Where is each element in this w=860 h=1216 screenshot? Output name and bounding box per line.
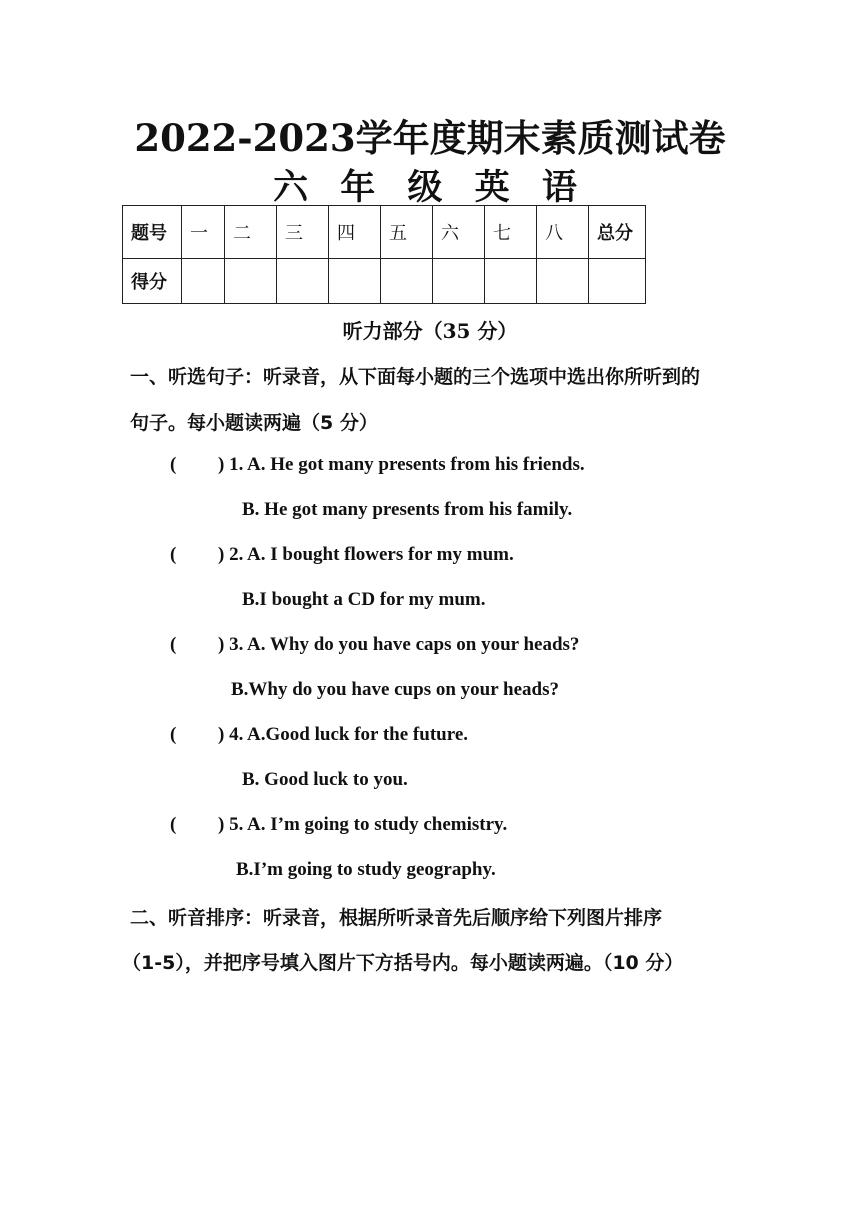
section2-instruction-line1: 二、听音排序：听录音，根据所听录音先后顺序给下列图片排序	[130, 907, 663, 929]
score-cell-1[interactable]	[182, 259, 225, 304]
listening-section-header: 听力部分（35 分）	[342, 319, 518, 343]
score-table-column-1: 一	[182, 206, 225, 259]
question-1-option-b: B. He got many presents from his family.	[242, 499, 573, 520]
score-table-column-3: 三	[277, 206, 329, 259]
score-table-row-header: 题号	[123, 206, 182, 259]
answer-bracket-5[interactable]: (	[170, 814, 177, 835]
question-3-option-a	[170, 634, 579, 656]
score-cell-7[interactable]	[485, 259, 537, 304]
question-5-option-b: B.I’m going to study geography.	[236, 859, 496, 880]
score-table-column-7: 七	[485, 206, 537, 259]
score-cell-4[interactable]	[329, 259, 381, 304]
score-cell-8[interactable]	[537, 259, 589, 304]
answer-bracket-2[interactable]: (	[170, 544, 177, 565]
score-table-column-6: 六	[433, 206, 485, 259]
question-5-option-a	[170, 814, 507, 836]
question-5-text: ) 5. A. I’m going to study chemistry.	[218, 814, 508, 835]
score-table	[122, 205, 646, 304]
score-cell-6[interactable]	[433, 259, 485, 304]
question-4-text: ) 4. A.Good luck for the future.	[218, 724, 468, 745]
question-4-option-b: B. Good luck to you.	[242, 769, 408, 790]
question-3-text: ) 3. A. Why do you have caps on your heads?	[218, 634, 580, 655]
score-table-score-row	[123, 259, 646, 304]
question-2-option-b: B.I bought a CD for my mum.	[242, 589, 486, 610]
score-table-header-row	[123, 206, 646, 259]
score-cell-5[interactable]	[381, 259, 433, 304]
answer-bracket-3[interactable]: (	[170, 634, 177, 655]
score-cell-2[interactable]	[225, 259, 277, 304]
score-cell-total[interactable]	[589, 259, 646, 304]
score-table-column-8: 八	[537, 206, 589, 259]
section1-instruction-line1: 一、听选句子：听录音，从下面每小题的三个选项中选出你所听到的	[130, 366, 701, 388]
question-4-option-a	[170, 724, 468, 746]
question-3-option-b: B.Why do you have cups on your heads?	[231, 679, 560, 700]
score-table-column-5: 五	[381, 206, 433, 259]
score-table-column-2: 二	[225, 206, 277, 259]
section1-instruction-line2: 句子。每小题读两遍（5 分）	[130, 412, 378, 434]
answer-bracket-1[interactable]: (	[170, 454, 177, 475]
question-1-text: ) 1. A. He got many presents from his friends.	[218, 454, 585, 475]
section2-instruction-line2: （1-5），并把序号填入图片下方括号内。每小题读两遍。（10 分）	[122, 952, 684, 974]
question-2-text: ) 2. A. I bought flowers for my mum.	[218, 544, 514, 565]
question-2-option-a	[170, 544, 514, 566]
score-table-column-4: 四	[329, 206, 381, 259]
score-table-score-label: 得分	[123, 259, 182, 304]
exam-subtitle: 六 年 级 英 语	[273, 167, 587, 208]
answer-bracket-4[interactable]: (	[170, 724, 177, 745]
question-1-option-a	[170, 454, 585, 476]
exam-title: 2022-2023学年度期末素质测试卷	[134, 116, 726, 160]
score-cell-3[interactable]	[277, 259, 329, 304]
score-table-column-total: 总分	[589, 206, 646, 259]
